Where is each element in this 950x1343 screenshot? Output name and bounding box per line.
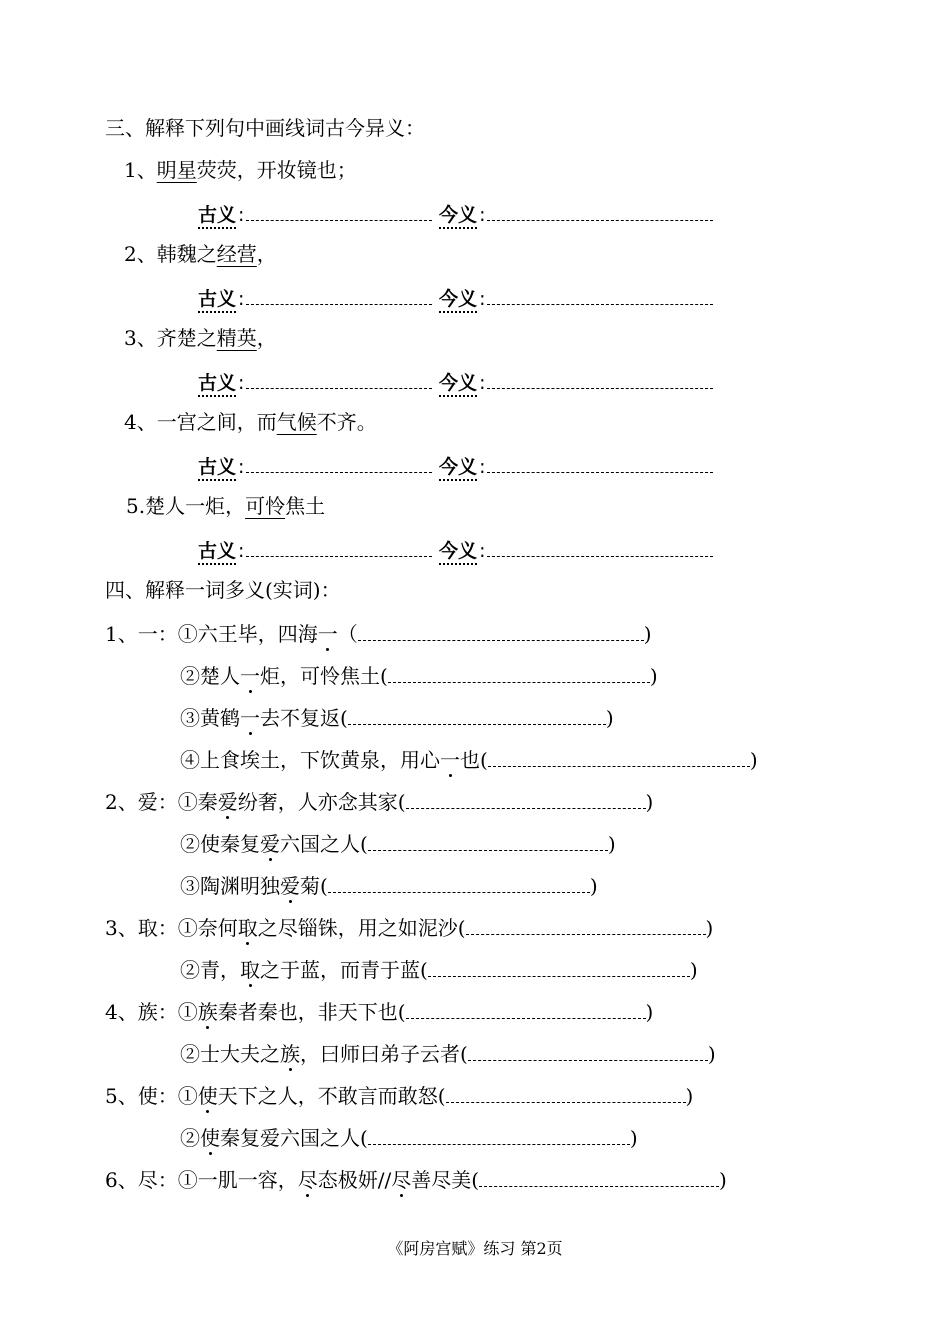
dotted-word: 使 [197,1084,218,1108]
jin-blank[interactable] [487,366,713,389]
section4-heading: 四、解释一词多义(实词)： [105,578,341,602]
answer-blank[interactable] [479,1164,719,1187]
answer-blank[interactable] [488,744,750,767]
dotted-word: 爱 [217,790,238,814]
s4-group-3-item-2: ②青，取之于蓝，而青于蓝( ) [180,954,698,982]
page-footer: 《阿房宫赋》练习 第2页 [387,1239,563,1258]
answer-blank[interactable] [406,786,646,809]
answer-blank[interactable] [368,1122,630,1145]
section3-heading: 三、解释下列句中画线词古今异义： [105,116,425,140]
dotted-word: 取 [237,916,258,940]
answer-blank[interactable] [446,1080,686,1103]
dotted-word: 尽 [391,1168,412,1192]
s4-group-1-item-4: ④上食埃土，下饮黄泉，用心一也( ) [180,744,758,772]
dotted-word: 族 [280,1042,300,1066]
s3-answer-row-1: 古义 : 今义 : [198,198,713,226]
answer-blank[interactable] [406,996,646,1019]
answer-blank[interactable] [348,702,606,725]
answer-blank[interactable] [328,870,590,893]
gu-blank[interactable] [246,534,432,557]
s4-group-2-item-2: ②使秦复爱六国之人( ) [180,828,616,856]
jin-blank[interactable] [487,450,713,473]
gu-blank[interactable] [246,366,432,389]
dotted-word: 一 [317,622,338,646]
underlined-word: 气候 [276,410,317,434]
underlined-word: 精英 [216,326,257,350]
s3-answer-row-5: 古义 : 今义 : [198,534,713,562]
dotted-word: 一 [240,706,260,730]
s3-item-2: 2、韩魏之经营， [124,242,277,266]
dotted-word: 族 [197,1000,218,1024]
s4-group-2-item-3: ③陶渊明独爱菊( ) [180,870,598,898]
s3-answer-row-3: 古义 : 今义 : [198,366,713,394]
dotted-word: 使 [200,1126,220,1150]
dotted-word: 一 [240,664,260,688]
s4-group-5-item-2: ②使秦复爱六国之人( ) [180,1122,638,1150]
dotted-word: 尽 [297,1168,318,1192]
answer-blank[interactable] [428,954,690,977]
gu-blank[interactable] [246,198,432,221]
dotted-word: 爱 [260,832,280,856]
jin-blank[interactable] [487,534,713,557]
answer-blank[interactable] [388,660,650,683]
underlined-word: 明星 [156,158,197,182]
s4-group-1-item-2: ②楚人一炬，可怜焦土( ) [180,660,658,688]
gu-blank[interactable] [246,282,432,305]
s4-group-1-item-1: 1、一：①六王毕，四海一（ ) [105,618,652,646]
s4-group-3-item-1: 3、取：①奈何取之尽锱铢，用之如泥沙( ) [105,912,713,940]
s4-group-4-item-2: ②士大夫之族，曰师曰弟子云者( ) [180,1038,716,1066]
s4-group-5-item-1: 5、使：①使天下之人，不敢言而敢怒( ) [105,1080,693,1108]
s4-group-2-item-1: 2、爱：①秦爱纷奢，人亦念其家( ) [105,786,653,814]
jin-blank[interactable] [487,198,713,221]
underlined-word: 可怜 [245,494,286,518]
jin-blank[interactable] [487,282,713,305]
s3-item-3: 3、齐楚之精英， [124,326,277,350]
answer-blank[interactable] [466,912,706,935]
s3-item-1: 1、明星荧荧，开妆镜也； [124,158,357,182]
underlined-word: 经营 [216,242,257,266]
gu-blank[interactable] [246,450,432,473]
s3-answer-row-4: 古义 : 今义 : [198,450,713,478]
s4-group-1-item-3: ③黄鹤一去不复返( ) [180,702,614,730]
answer-blank[interactable] [358,618,644,641]
s3-answer-row-2: 古义 : 今义 : [198,282,713,310]
dotted-word: 一 [440,748,460,772]
answer-blank[interactable] [368,828,608,851]
answer-blank[interactable] [468,1038,708,1061]
s3-item-4: 4、一宫之间，而气候不齐。 [124,410,377,434]
s3-item-5: 5.楚人一炬，可怜焦土 [126,494,326,518]
dotted-word: 爱 [280,874,300,898]
s4-group-6-item-1: 6、尽：①一肌一容，尽态极妍//尽善尽美( ) [105,1164,727,1192]
dotted-word: 取 [240,958,260,982]
s4-group-4-item-1: 4、族：①族秦者秦也，非天下也( ) [105,996,653,1024]
